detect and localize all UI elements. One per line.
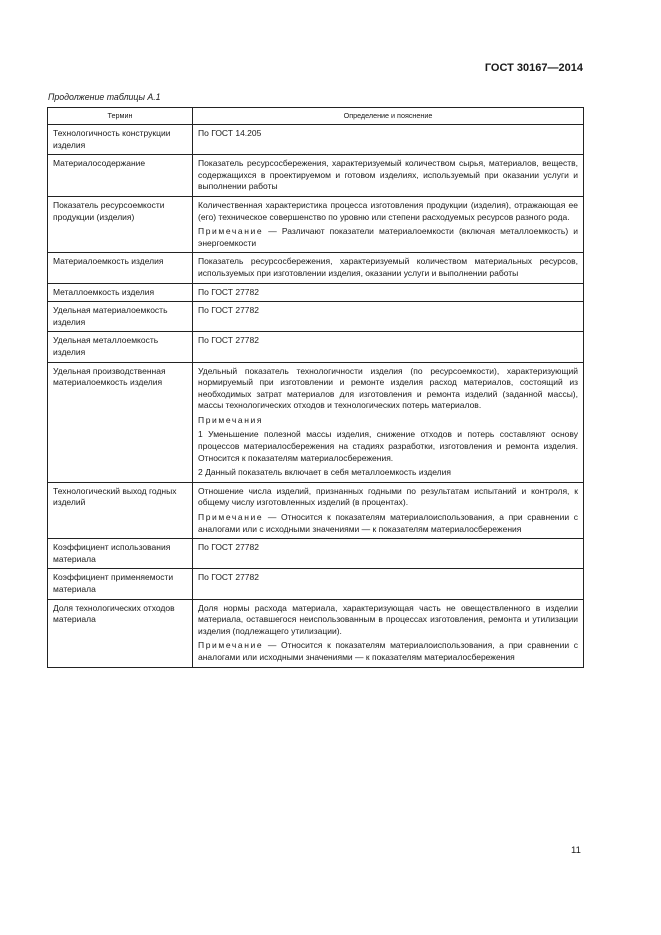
definition-text: По ГОСТ 27782 (198, 305, 259, 316)
term-cell: Технологический выход годных изделий (48, 482, 193, 538)
definition-cell (193, 125, 584, 155)
table-body (48, 125, 584, 668)
term-cell: Показатель ресурсоемкости продукции (изделия) (48, 196, 193, 252)
term-cell: Технологичность конструкции изделия (48, 125, 193, 155)
table-header-row (48, 108, 584, 125)
table-row (48, 332, 584, 362)
term-cell: Коэффициент использования материала (48, 539, 193, 569)
definition-text: Отношение числа изделий, признанных годными по результатам испытаний и контроля, к общему числу изготовленных изделий (в процентах). (198, 485, 578, 508)
term-cell: Металлоемкость изделия (48, 283, 193, 302)
column-header-definition: Определение и пояснение (193, 108, 584, 125)
definition-cell (193, 332, 584, 362)
table-row (48, 569, 584, 599)
page-number: 11 (571, 845, 581, 856)
definition-cell (193, 599, 584, 667)
table-row (48, 253, 584, 283)
column-header-term: Термин (48, 108, 193, 125)
note-paragraph (198, 226, 578, 249)
table-row (48, 155, 584, 197)
table-row (48, 599, 584, 667)
definition-cell (193, 302, 584, 332)
table-row (48, 302, 584, 332)
definition-text: По ГОСТ 27782 (198, 286, 259, 297)
definition-cell (193, 362, 584, 482)
note-label: Примечание (198, 640, 264, 651)
table-row (48, 283, 584, 302)
definition-text: По ГОСТ 27782 (198, 335, 259, 346)
note-label: Примечание (198, 512, 264, 523)
term-cell: Коэффициент применяемости материала (48, 569, 193, 599)
term-cell: Материалоемкость изделия (48, 253, 193, 283)
term-cell: Материалосодержание (48, 155, 193, 197)
definition-text: По ГОСТ 27782 (198, 542, 259, 553)
note-label: Примечание (198, 226, 264, 237)
table-row (48, 125, 584, 155)
definition-text: По ГОСТ 27782 (198, 572, 259, 583)
note-text: — Различают показатели материалоемкости (включая металлоемкость) и энергоемкости (198, 226, 578, 248)
note-paragraph (198, 429, 578, 464)
note-paragraph (198, 467, 578, 479)
term-cell: Доля технологических отходов материала (48, 599, 193, 667)
note-text: 2 Данный показатель включает в себя металлоемкость изделия (198, 467, 451, 478)
note-paragraph (198, 512, 578, 535)
table-row (48, 482, 584, 538)
note-paragraph (198, 415, 578, 427)
note-text: — Относится к показателям материалоиспользования, а при сравнении с аналогами или с исходными значениями — к показателям материалосбережения (198, 512, 578, 534)
term-cell: Удельная металлоемкость изделия (48, 332, 193, 362)
term-cell: Удельная производственная материалоемкость изделия (48, 362, 193, 482)
term-cell: Удельная материалоемкость изделия (48, 302, 193, 332)
note-paragraph (198, 640, 578, 663)
definition-cell (193, 482, 584, 538)
table-row (48, 362, 584, 482)
note-text: 1 Уменьшение полезной массы изделия, снижение отходов и потерь составляют основу процессов материалосбережения на стадиях разработки, изготовления и ремонта изделия. Относится к показателям материалосбережения. (198, 429, 578, 463)
definition-text: Количественная характеристика процесса изготовления продукции (изделия), отражающая ее (его) техническое совершенство по уровню или степени расходуемых ресурсов разного рода. (198, 199, 578, 222)
definition-text: Доля нормы расхода материала, характеризующая часть не овеществленного в изделии материала, оставшегося неиспользованным в процессах изготовления, ремонта и утилизации изделия (подлежащего утилизации). (198, 602, 578, 636)
definition-cell (193, 196, 584, 252)
definition-cell (193, 283, 584, 302)
table-row (48, 539, 584, 569)
table-row (48, 196, 584, 252)
table-caption: Продолжение таблицы А.1 (48, 92, 161, 102)
note-label: Примечания (198, 414, 264, 425)
definition-text: Показатель ресурсосбережения, характеризуемый количеством сырья, материалов, веществ, содержащихся в проектируемом и готовом изделиях, используемый при оказании услуги и выполнении работы (198, 158, 578, 192)
definition-text: Показатель ресурсосбережения, характеризуемый количеством материальных ресурсов, используемых при изготовлении изделия, оказании услуги и выполнении работы (198, 256, 578, 278)
standard-header: ГОСТ 30167—2014 (484, 62, 583, 74)
definition-cell (193, 539, 584, 569)
definition-text: Удельный показатель технологичности изделия (по ресурсоемкости), характеризующий нормируемый при изготовлении и ремонте изделия расход материалов, состоящий из необходимых затрат материалов для изготовления и ремонта изделий (заданной массы), массы технологических отходов и технологических потерь материалов. (198, 365, 578, 411)
terms-table (47, 107, 584, 668)
definition-cell (193, 253, 584, 283)
definition-cell (193, 569, 584, 599)
definition-cell (193, 155, 584, 197)
note-text: — Относится к показателям материалоиспользования, а при сравнении с аналогами или исходными значениями — к показателям материалосбережения (198, 640, 578, 662)
definition-text: По ГОСТ 14.205 (198, 128, 262, 138)
